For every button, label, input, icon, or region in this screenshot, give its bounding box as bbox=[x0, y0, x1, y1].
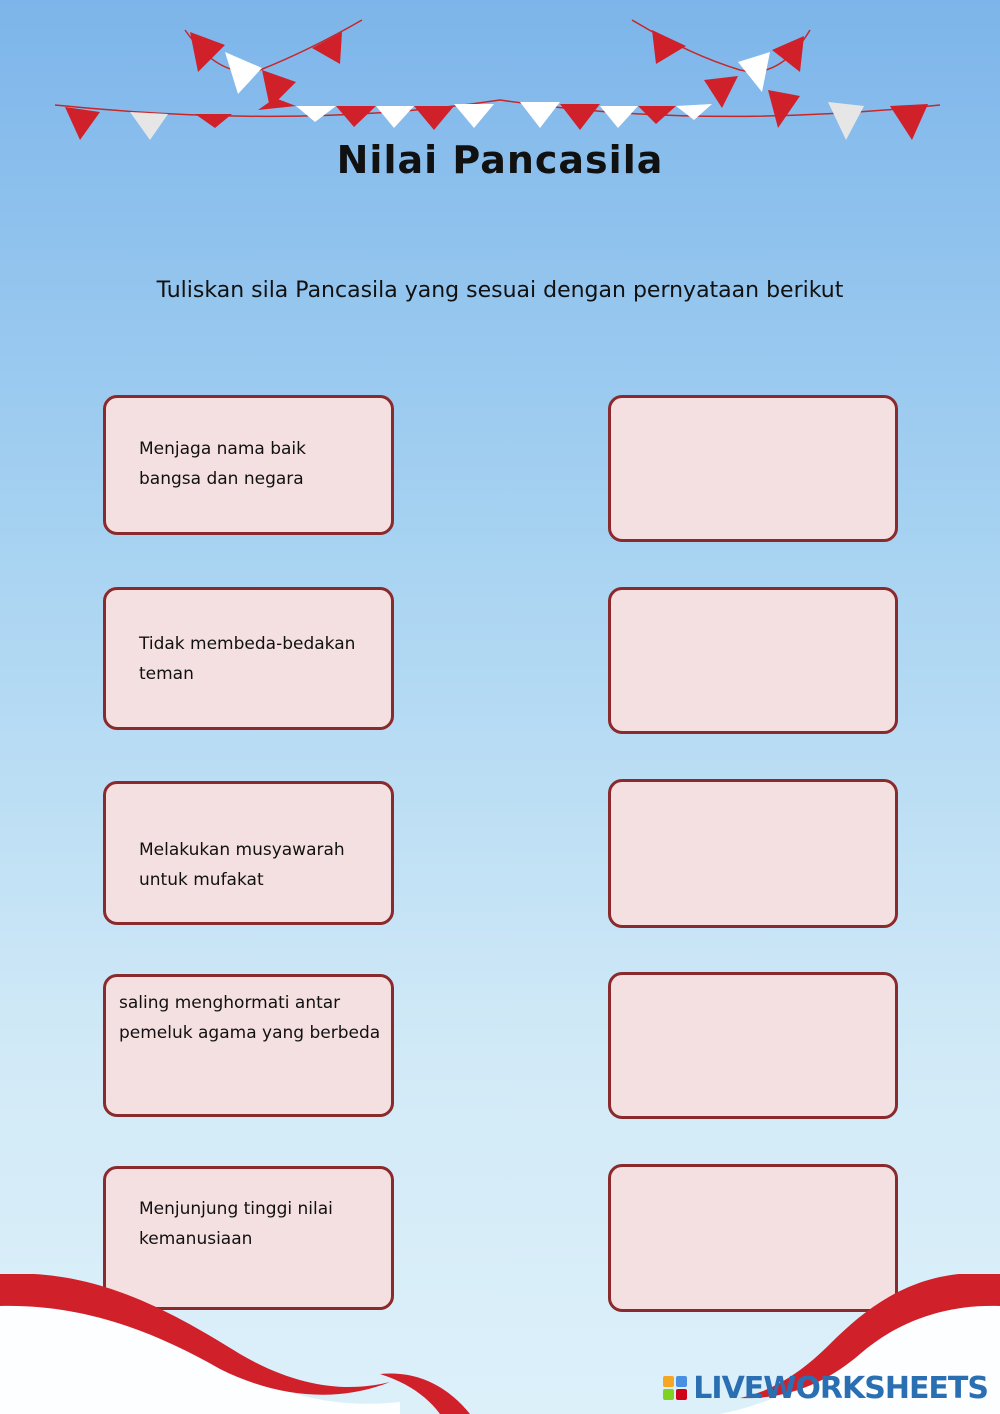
bunting-decoration bbox=[0, 0, 1000, 150]
brand-name: LIVEWORKSHEETS bbox=[693, 1371, 988, 1406]
brand-watermark bbox=[663, 1371, 988, 1406]
statement-card-2 bbox=[103, 587, 394, 730]
statement-card-3 bbox=[103, 781, 394, 925]
instruction-text: Tuliskan sila Pancasila yang sesuai dengan pernyataan berikut bbox=[156, 278, 844, 303]
statement-text: Menjunjung tinggi nilai kemanusiaan bbox=[139, 1199, 333, 1249]
answer-box-2[interactable] bbox=[608, 587, 898, 734]
answer-box-4[interactable] bbox=[608, 972, 898, 1119]
statement-text: Menjaga nama baik bangsa dan negara bbox=[139, 439, 307, 489]
answer-box-1[interactable] bbox=[608, 395, 898, 542]
statement-text: Melakukan musyawarah untuk mufakat bbox=[139, 840, 345, 890]
statement-text: saling menghormati antar pemeluk agama yang berbeda bbox=[119, 993, 381, 1043]
statement-text: Tidak membeda-bedakan teman bbox=[139, 634, 356, 684]
answer-box-3[interactable] bbox=[608, 779, 898, 928]
statement-card-4 bbox=[103, 974, 394, 1117]
liveworksheets-logo-icon bbox=[663, 1376, 689, 1402]
statement-card-1 bbox=[103, 395, 394, 535]
page-title: Nilai Pancasila bbox=[336, 138, 664, 182]
